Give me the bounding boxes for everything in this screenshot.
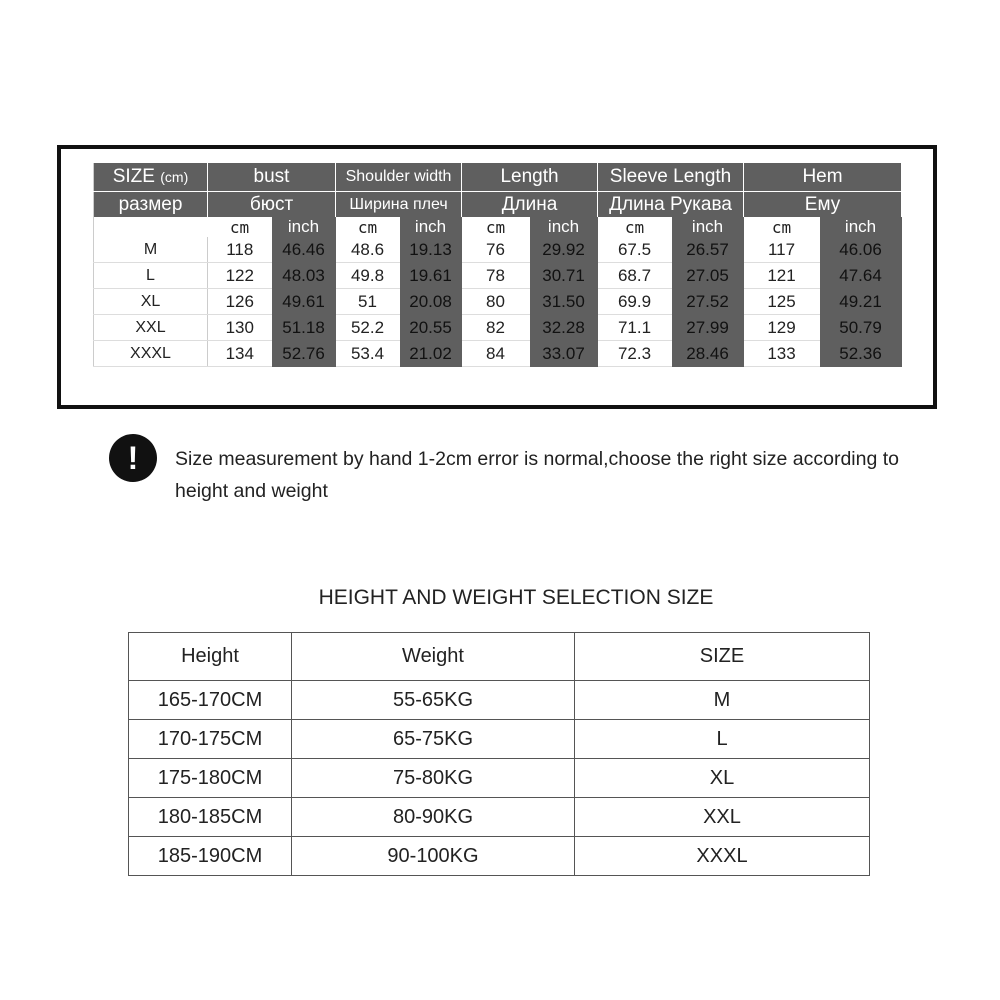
- table-row: [129, 837, 870, 876]
- hem-inch-cell: 52.36: [820, 341, 902, 367]
- size-cell: XXL: [575, 798, 870, 837]
- bust-inch-cell: 52.76: [272, 341, 336, 367]
- header-row-en: [94, 163, 902, 192]
- size-cell: XXXL: [94, 341, 208, 367]
- unit-cm: cm: [485, 217, 506, 237]
- hem-inch-cell: 49.21: [820, 289, 902, 315]
- length-inch-cell: 32.28: [530, 315, 598, 341]
- table-row: [94, 341, 902, 367]
- shoulder-cm-cell: 48.6: [336, 237, 400, 263]
- size-cell: XXXL: [575, 837, 870, 876]
- hem-cm-cell: 129: [744, 315, 820, 341]
- height-cell: 180-185CM: [129, 798, 292, 837]
- header-size-ru: размер: [94, 192, 208, 218]
- unit-cm: cm: [357, 217, 378, 237]
- weight-cell: 75-80KG: [292, 759, 575, 798]
- hem-cm-cell: 121: [744, 263, 820, 289]
- hw-header-size: SIZE: [575, 633, 870, 681]
- units-blank: [94, 217, 208, 237]
- shoulder-cm-cell: 53.4: [336, 341, 400, 367]
- header-length: Length: [462, 163, 598, 192]
- length-cm-cell: 84: [462, 341, 530, 367]
- sleeve-inch-cell: 27.99: [672, 315, 744, 341]
- size-cell: M: [575, 681, 870, 720]
- header-bust-ru: бюст: [208, 192, 336, 218]
- sleeve-inch-cell: 27.52: [672, 289, 744, 315]
- unit-cm: cm: [229, 217, 250, 237]
- length-inch-cell: 31.50: [530, 289, 598, 315]
- table-row: [129, 798, 870, 837]
- hem-cm-cell: 133: [744, 341, 820, 367]
- length-inch-cell: 33.07: [530, 341, 598, 367]
- unit-cm: cm: [771, 217, 792, 237]
- table-row: [129, 759, 870, 798]
- bust-cm-cell: 122: [208, 263, 272, 289]
- sleeve-cm-cell: 67.5: [598, 237, 672, 263]
- length-cm-cell: 80: [462, 289, 530, 315]
- length-cm-cell: 78: [462, 263, 530, 289]
- height-cell: 170-175CM: [129, 720, 292, 759]
- weight-cell: 55-65KG: [292, 681, 575, 720]
- units-row: [94, 217, 902, 237]
- header-sleeve-ru: Длина Рукава: [598, 192, 744, 218]
- header-length-ru: Длина: [462, 192, 598, 218]
- header-row-ru: [94, 192, 902, 218]
- table-row: [94, 237, 902, 263]
- exclamation-icon: !: [109, 434, 157, 482]
- unit-inch: inch: [530, 217, 598, 237]
- weight-cell: 80-90KG: [292, 798, 575, 837]
- bust-cm-cell: 134: [208, 341, 272, 367]
- hem-cm-cell: 117: [744, 237, 820, 263]
- size-cell: M: [94, 237, 208, 263]
- height-cell: 175-180CM: [129, 759, 292, 798]
- length-cm-cell: 76: [462, 237, 530, 263]
- table-row: [94, 315, 902, 341]
- size-cell: XL: [94, 289, 208, 315]
- header-hem: Hem: [744, 163, 902, 192]
- hem-cm-cell: 125: [744, 289, 820, 315]
- size-cell: L: [575, 720, 870, 759]
- table-row: [94, 289, 902, 315]
- bust-inch-cell: 51.18: [272, 315, 336, 341]
- sleeve-cm-cell: 71.1: [598, 315, 672, 341]
- height-cell: 165-170CM: [129, 681, 292, 720]
- bust-inch-cell: 46.46: [272, 237, 336, 263]
- header-shoulder-ru: Ширина плеч: [336, 192, 462, 218]
- length-inch-cell: 29.92: [530, 237, 598, 263]
- height-weight-table: [128, 632, 870, 876]
- unit-cm: cm: [624, 217, 645, 237]
- shoulder-inch-cell: 19.13: [400, 237, 462, 263]
- hem-inch-cell: 50.79: [820, 315, 902, 341]
- sleeve-inch-cell: 28.46: [672, 341, 744, 367]
- header-hem-ru: Ему: [744, 192, 902, 218]
- bust-cm-cell: 118: [208, 237, 272, 263]
- table-row: [129, 720, 870, 759]
- size-cell: XXL: [94, 315, 208, 341]
- shoulder-cm-cell: 52.2: [336, 315, 400, 341]
- sleeve-inch-cell: 27.05: [672, 263, 744, 289]
- weight-cell: 65-75KG: [292, 720, 575, 759]
- header-shoulder: Shoulder width: [336, 163, 462, 192]
- table-row: [94, 263, 902, 289]
- size-cell: L: [94, 263, 208, 289]
- measurement-note: Size measurement by hand 1-2cm error is normal,choose the right size according to height and weight: [175, 448, 900, 502]
- header-sleeve: Sleeve Length: [598, 163, 744, 192]
- unit-inch: inch: [400, 217, 462, 237]
- unit-inch: inch: [672, 217, 744, 237]
- sleeve-cm-cell: 72.3: [598, 341, 672, 367]
- shoulder-cm-cell: 51: [336, 289, 400, 315]
- height-cell: 185-190CM: [129, 837, 292, 876]
- shoulder-inch-cell: 19.61: [400, 263, 462, 289]
- bust-cm-cell: 126: [208, 289, 272, 315]
- sleeve-cm-cell: 68.7: [598, 263, 672, 289]
- bust-inch-cell: 48.03: [272, 263, 336, 289]
- unit-inch: inch: [820, 217, 902, 237]
- length-cm-cell: 82: [462, 315, 530, 341]
- shoulder-inch-cell: 21.02: [400, 341, 462, 367]
- shoulder-inch-cell: 20.08: [400, 289, 462, 315]
- hem-inch-cell: 46.06: [820, 237, 902, 263]
- shoulder-cm-cell: 49.8: [336, 263, 400, 289]
- bust-cm-cell: 130: [208, 315, 272, 341]
- length-inch-cell: 30.71: [530, 263, 598, 289]
- size-chart-table: [93, 163, 902, 367]
- unit-inch: inch: [272, 217, 336, 237]
- size-cell: XL: [575, 759, 870, 798]
- hem-inch-cell: 47.64: [820, 263, 902, 289]
- header-bust: bust: [208, 163, 336, 192]
- hw-header-row: [129, 633, 870, 681]
- table-row: [129, 681, 870, 720]
- bust-inch-cell: 49.61: [272, 289, 336, 315]
- hw-header-height: Height: [129, 633, 292, 681]
- hw-header-weight: Weight: [292, 633, 575, 681]
- weight-cell: 90-100KG: [292, 837, 575, 876]
- sleeve-cm-cell: 69.9: [598, 289, 672, 315]
- sleeve-inch-cell: 26.57: [672, 237, 744, 263]
- hw-table-title: HEIGHT AND WEIGHT SELECTION SIZE: [318, 586, 714, 609]
- header-size: SIZE (cm): [94, 163, 208, 192]
- shoulder-inch-cell: 20.55: [400, 315, 462, 341]
